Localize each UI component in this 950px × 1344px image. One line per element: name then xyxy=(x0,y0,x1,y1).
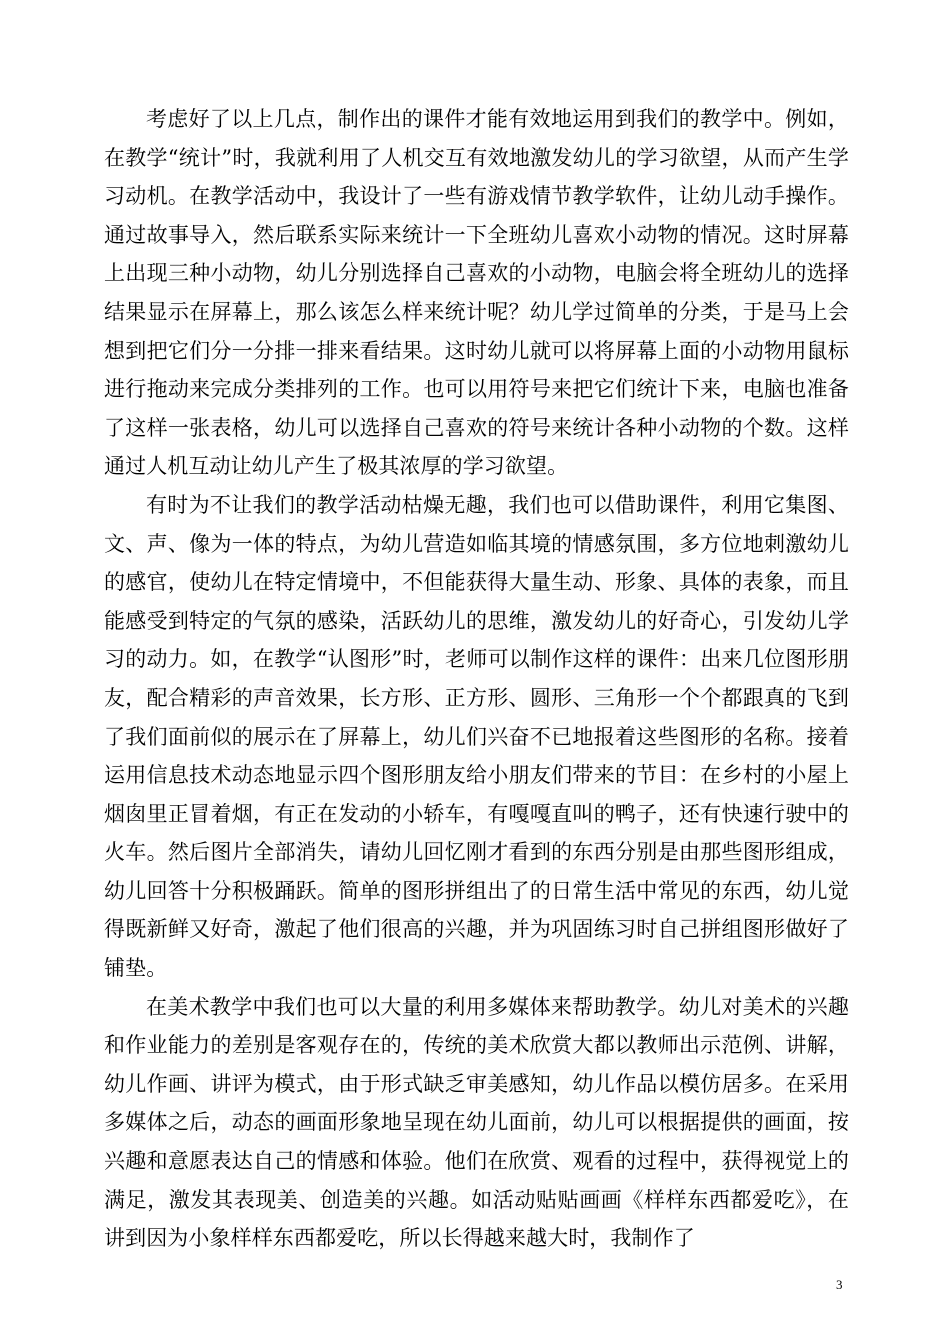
paragraph: 有时为不让我们的教学活动枯燥无趣，我们也可以借助课件，利用它集图、文、声、像为一体的特点，为幼儿营造如临其境的情感氛围，多方位地刺激幼儿的感官，使幼儿在特定情境中，不但能获得大量生动、形象、具体的表象，而且能感受到特定的气氛的感染，活跃幼儿的思维，激发幼儿的好奇心，引发幼儿学习的动力。如，在教学“认图形”时，老师可以制作这样的课件：出来几位图形朋友，配合精彩的声音效果，长方形、正方形、圆形、三角形一个个都跟真的飞到了我们面前似的展示在了屏幕上，幼儿们兴奋不已地报着这些图形的名称。接着运用信息技术动态地显示四个图形朋友给小朋友们带来的节目：在乡村的小屋上烟囱里正冒着烟，有正在发动的小轿车，有嘎嘎直叫的鸭子，还有快速行驶中的火车。然后图片全部消失，请幼儿回忆刚才看到的东西分别是由那些图形组成，幼儿回答十分积极踊跃。简单的图形拼组出了的日常生活中常见的东西，幼儿觉得既新鲜又好奇，激起了他们很高的兴趣，并为巩固练习时自己拼组图形做好了铺垫。 xyxy=(104,492,849,981)
paragraph: 在美术教学中我们也可以大量的利用多媒体来帮助教学。幼儿对美术的兴趣和作业能力的差别是客观存在的，传统的美术欣赏大都以教师出示范例、讲解，幼儿作画、讲评为模式，由于形式缺乏审美感知，幼儿作品以模仿居多。在采用多媒体之后，动态的画面形象地呈现在幼儿面前，幼儿可以根据提供的画面，按兴趣和意愿表达自己的情感和体验。他们在欣赏、观看的过程中，获得视觉上的满足，激发其表现美、创造美的兴趣。如活动贴贴画画《样样东西都爱吃》，在讲到因为小象样样东西都爱吃，所以长得越来越大时，我制作了 xyxy=(104,994,849,1251)
paragraph: 考虑好了以上几点，制作出的课件才能有效地运用到我们的教学中。例如，在教学“统计”时，我就利用了人机交互有效地激发幼儿的学习欲望，从而产生学习动机。在教学活动中，我设计了一些有游戏情节教学软件，让幼儿动手操作。通过故事导入，然后联系实际来统计一下全班幼儿喜欢小动物的情况。这时屏幕上出现三种小动物，幼儿分别选择自己喜欢的小动物，电脑会将全班幼儿的选择结果显示在屏幕上，那么该怎么样来统计呢？幼儿学过简单的分类，于是马上会想到把它们分一分排一排来看结果。这时幼儿就可以将屏幕上面的小动物用鼠标进行拖动来完成分类排列的工作。也可以用符号来把它们统计下来，电脑也准备了这样一张表格，幼儿可以选择自己喜欢的符号来统计各种小动物的个数。这样通过人机互动让幼儿产生了极其浓厚的学习欲望。 xyxy=(104,107,849,479)
page-number: 3 xyxy=(836,1277,843,1292)
body-text xyxy=(104,100,849,1258)
